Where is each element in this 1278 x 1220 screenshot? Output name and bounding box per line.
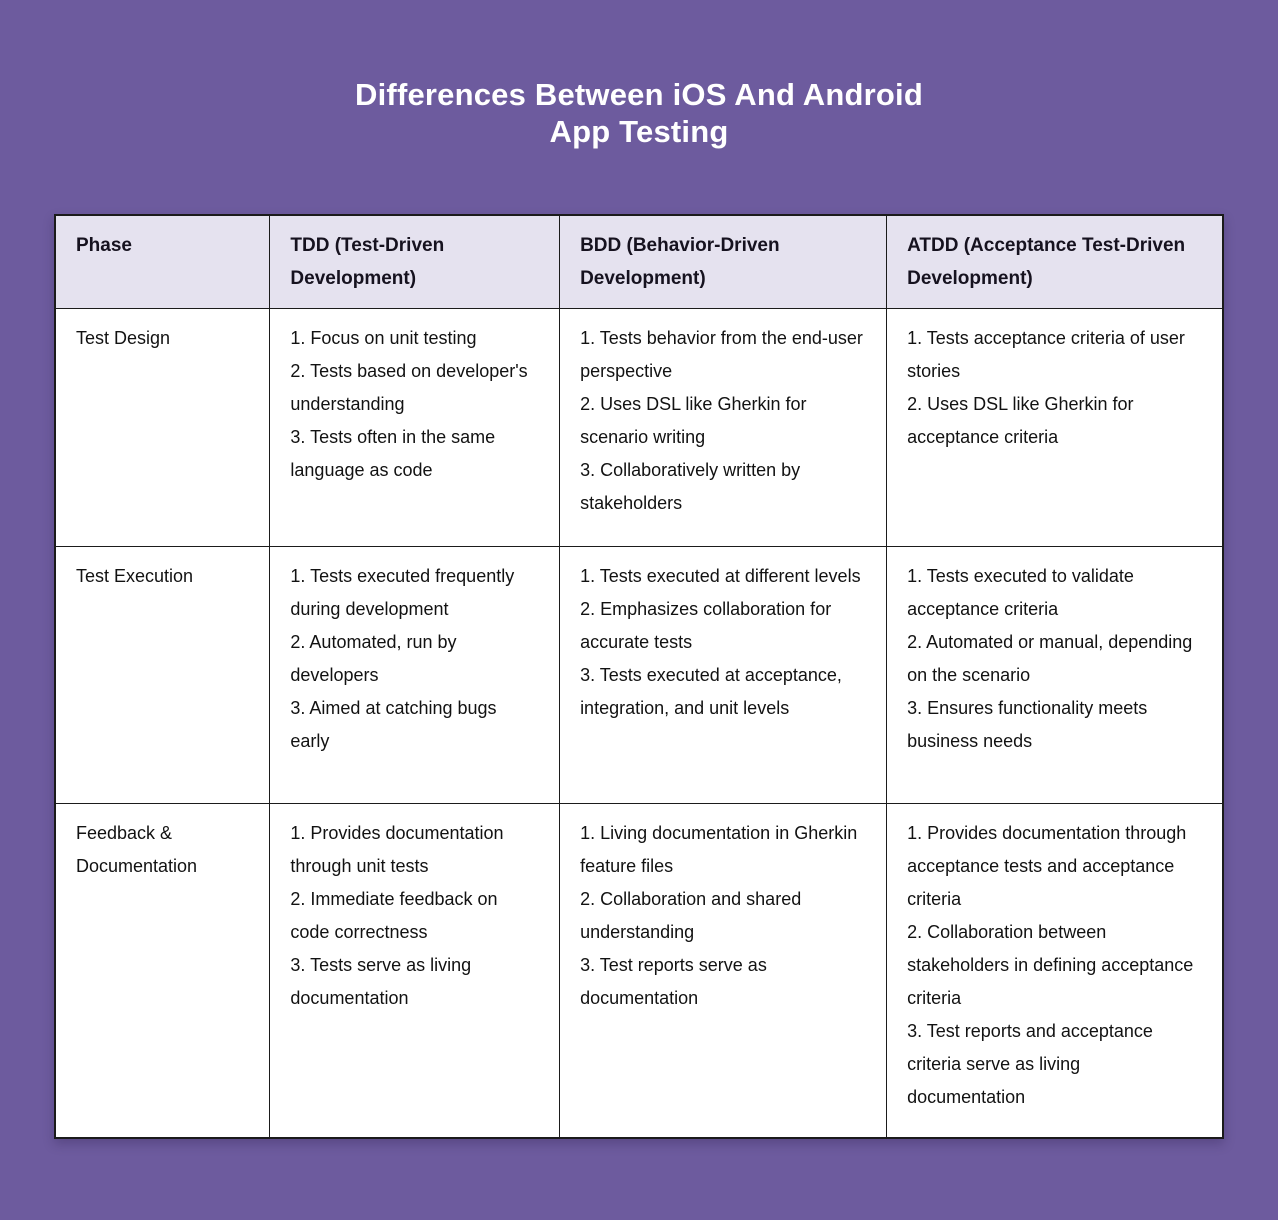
list-item: 2. Automated, run by developers xyxy=(290,632,457,685)
list-item: 1. Provides documentation through unit tests xyxy=(290,823,504,876)
list-item: 2. Immediate feedback on code correctness xyxy=(290,889,498,942)
table-row xyxy=(55,309,1223,547)
list-item: 1. Living documentation in Gherkin feature files xyxy=(580,823,858,876)
list-item: 2. Collaboration and shared understanding xyxy=(580,889,802,942)
title-line-1: Differences Between iOS And Android xyxy=(355,77,923,112)
page-title xyxy=(0,0,1278,150)
phase-cell: Test Execution xyxy=(55,547,270,804)
list-item: 1. Tests executed to validate acceptance criteria xyxy=(907,566,1134,619)
tdd-cell xyxy=(270,309,560,547)
list-item: 3. Test reports serve as documentation xyxy=(580,955,767,1008)
atdd-cell xyxy=(887,547,1223,804)
list-item: 1. Tests behavior from the end-user perspective xyxy=(580,328,863,381)
comparison-table xyxy=(54,214,1224,1139)
column-header-phase: Phase xyxy=(55,215,270,309)
list-item: 3. Test reports and acceptance criteria serve as living documentation xyxy=(907,1021,1153,1107)
list-item: 3. Aimed at catching bugs early xyxy=(290,698,497,751)
bdd-cell xyxy=(560,309,887,547)
list-item: 3. Tests often in the same language as code xyxy=(290,427,496,480)
list-item: 1. Provides documentation through acceptance tests and acceptance criteria xyxy=(907,823,1187,909)
column-header-atdd: ATDD (Acceptance Test-Driven Development) xyxy=(887,215,1223,309)
list-item: 2. Emphasizes collaboration for accurate tests xyxy=(580,599,832,652)
list-item: 3. Ensures functionality meets business needs xyxy=(907,698,1148,751)
list-item: 1. Tests executed frequently during development xyxy=(290,566,515,619)
phase-cell: Test Design xyxy=(55,309,270,547)
header-row xyxy=(55,215,1223,309)
column-header-tdd: TDD (Test-Driven Development) xyxy=(270,215,560,309)
bdd-cell xyxy=(560,547,887,804)
list-item: 3. Tests serve as living documentation xyxy=(290,955,472,1008)
tdd-cell xyxy=(270,547,560,804)
list-item: 2. Automated or manual, depending on the scenario xyxy=(907,632,1193,685)
atdd-cell xyxy=(887,309,1223,547)
list-item: 2. Tests based on developer's understanding xyxy=(290,361,528,414)
list-item: 2. Uses DSL like Gherkin for scenario writing xyxy=(580,394,807,447)
list-item: 1. Tests acceptance criteria of user stories xyxy=(907,328,1185,381)
list-item: 3. Tests executed at acceptance, integration, and unit levels xyxy=(580,665,842,718)
table-row xyxy=(55,804,1223,1138)
table-row xyxy=(55,547,1223,804)
list-item: 3. Collaboratively written by stakeholders xyxy=(580,460,801,513)
column-header-bdd: BDD (Behavior-Driven Development) xyxy=(560,215,887,309)
list-item: 2. Uses DSL like Gherkin for acceptance criteria xyxy=(907,394,1134,447)
list-item: 1. Tests executed at different levels xyxy=(580,566,861,586)
bdd-cell xyxy=(560,804,887,1138)
list-item: 1. Focus on unit testing xyxy=(290,328,477,348)
table-container xyxy=(54,214,1224,1139)
tdd-cell xyxy=(270,804,560,1138)
atdd-cell xyxy=(887,804,1223,1138)
phase-cell: Feedback & Documentation xyxy=(55,804,270,1138)
list-item: 2. Collaboration between stakeholders in defining acceptance criteria xyxy=(907,922,1194,1008)
title-line-2: App Testing xyxy=(549,114,729,149)
